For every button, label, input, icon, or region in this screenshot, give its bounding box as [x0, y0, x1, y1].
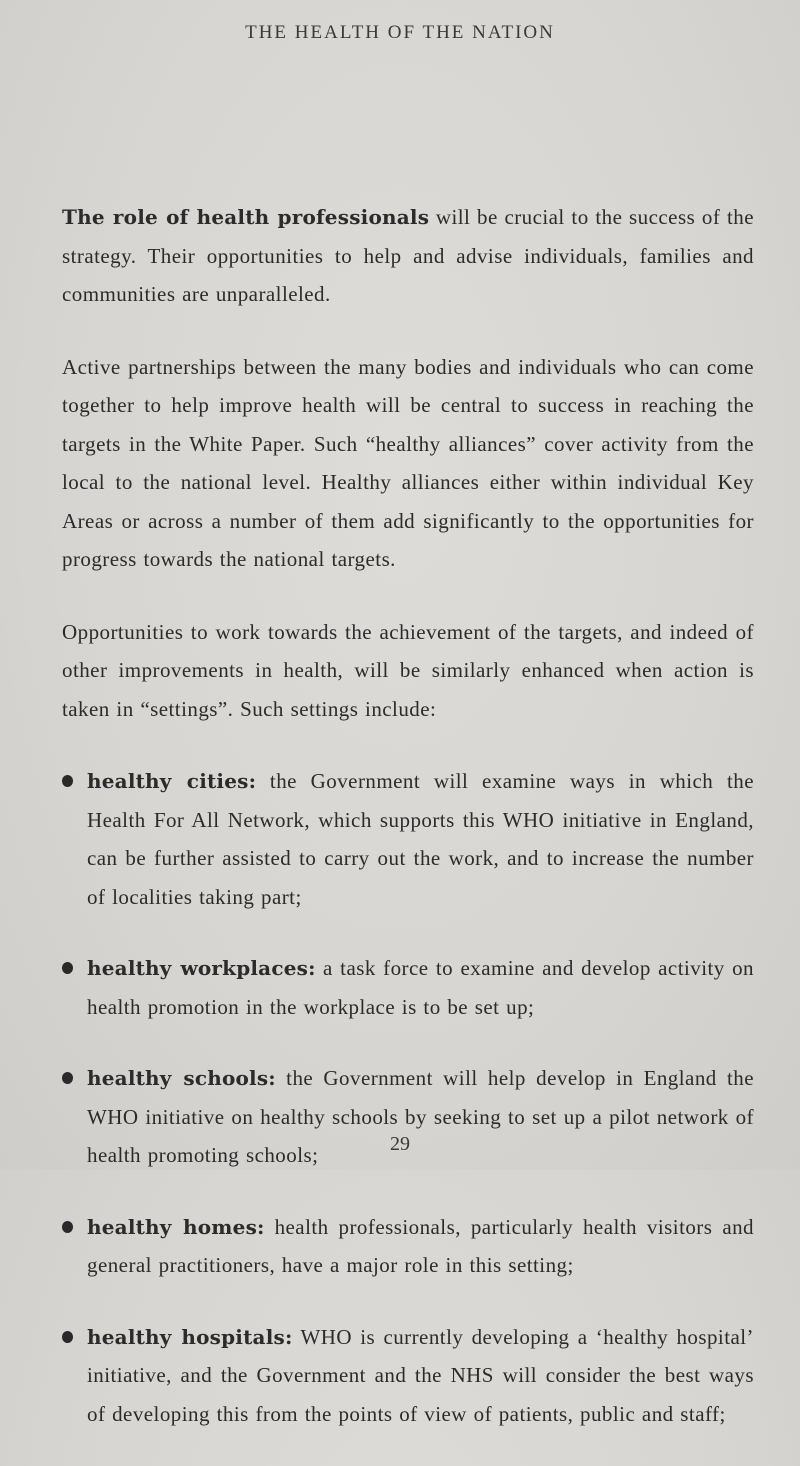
list-item-description: a task force to examine and develop activity on health promotion in the workplace is to be set up; [87, 956, 754, 1019]
list-item [62, 1318, 754, 1434]
list-item-text [87, 949, 754, 1026]
page-body [62, 198, 754, 1466]
list-item [62, 949, 754, 1026]
bullet-icon [62, 962, 73, 974]
bullet-icon [62, 1072, 73, 1084]
paragraph-partnerships: Active partnerships between the many bodies and individuals who can come together to help improve health will be central to success in reaching the targets in the White Paper. Such “healthy alliances” cover activity from the local to the national level. Healthy alliances either within individual Key Areas or across a number of them add significantly to the opportunities for progress towards the national targets. [62, 354, 754, 571]
list-item-term: healthy workplaces: [87, 956, 316, 980]
paragraph-text: will be crucial to the success of the strategy. Their opportunities to help and advise individuals, families and communities are unparalleled. [62, 205, 754, 306]
list-item-description: WHO is currently developing a ‘healthy hospital’ initiative, and the Government and the NHS will consider the best ways of developing this from the points of view of patients, public and staff; [87, 1324, 754, 1426]
paragraph-lead: The role of health professionals [62, 205, 430, 229]
list-item-text [87, 1208, 754, 1285]
list-item-term: healthy hospitals: [87, 1324, 293, 1349]
paragraph-settings-intro: Opportunities to work towards the achievement of the targets, and indeed of other improvements in health, will be similarly enhanced when action is taken in “settings”. Such settings include: [62, 619, 754, 721]
list-item-term: healthy schools: [87, 1066, 276, 1090]
list-item-term: healthy homes: [87, 1214, 265, 1239]
running-head: THE HEALTH OF THE NATION [245, 22, 555, 43]
bullet-icon [62, 1331, 73, 1343]
list-item-term: healthy cities: [87, 769, 257, 793]
page-number: 29 [390, 1133, 410, 1155]
list-item-text [87, 762, 754, 916]
paragraph-health-professionals [62, 198, 754, 314]
list-item-description: health professionals, particularly health visitors and general practitioners, have a major role in this setting; [87, 1214, 754, 1277]
list-item-text [87, 1059, 754, 1175]
list-item [62, 1059, 754, 1175]
list-item [62, 1208, 754, 1285]
list-item-text [87, 1318, 754, 1434]
bullet-icon [62, 1221, 73, 1233]
settings-list [62, 762, 754, 1433]
list-item-description: the Government will examine ways in which the Health For All Network, which supports this WHO initiative in England, can be further assisted to carry out the work, and to increase the number of localities taking part; [87, 769, 754, 909]
list-item [62, 762, 754, 916]
list-item-description: the Government will help develop in England the WHO initiative on healthy schools by seeking to set up a pilot network of health promoting schools; [87, 1066, 754, 1167]
bullet-icon [62, 775, 73, 787]
